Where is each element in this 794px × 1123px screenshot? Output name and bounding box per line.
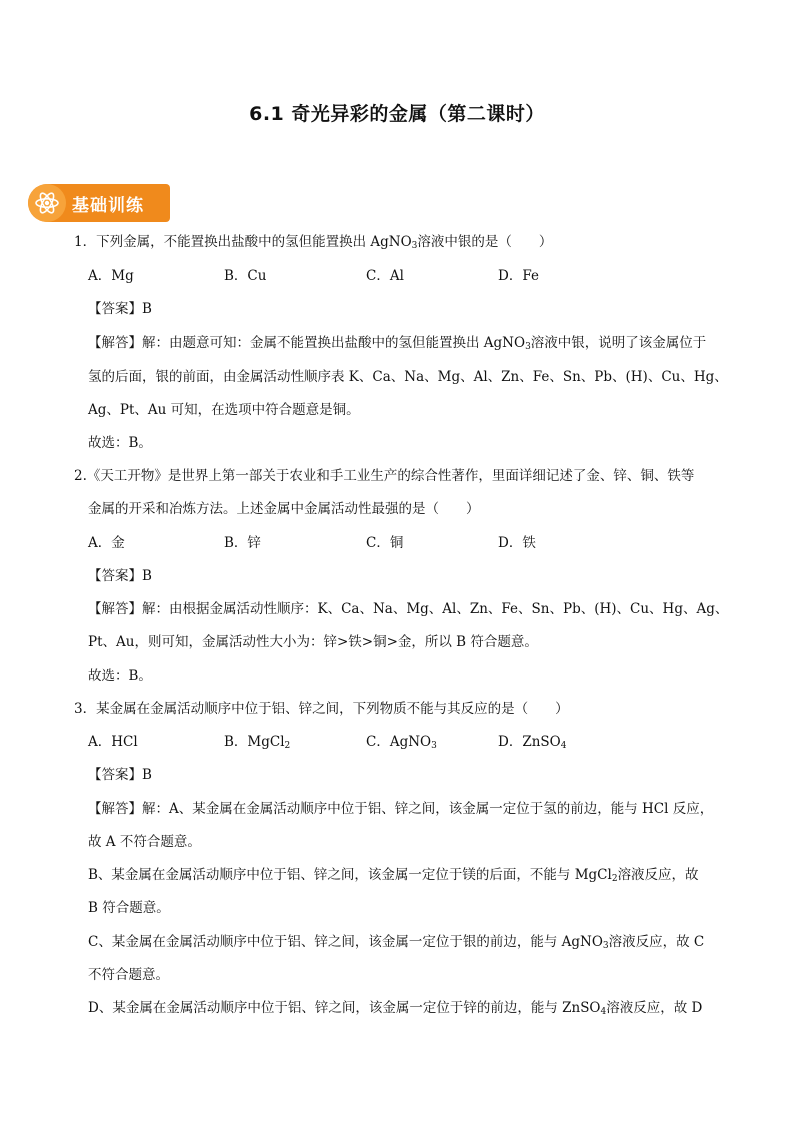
q2-choose: 故选：B。	[88, 668, 152, 684]
q3-option-b: B．MgCl$_2$	[224, 734, 291, 751]
q1-explanation-3: Ag、Pt、Au 可知，在选项中符合题意是铜。	[88, 402, 360, 418]
section-label: 基础训练	[72, 195, 144, 216]
q1-answer: 【答案】B	[88, 301, 152, 317]
q2-option-c: C．铜	[366, 535, 404, 551]
page-title: 6.1 奇光异彩的金属（第二课时）	[249, 103, 545, 125]
q3-explanation-b-2: B 符合题意。	[88, 900, 170, 916]
q3-option-c: C．AgNO$_3$	[366, 734, 437, 751]
atom-icon	[28, 184, 66, 222]
q2-option-d: D．铁	[498, 535, 536, 551]
q2-option-b: B．锌	[224, 535, 261, 551]
q1-option-b: B．Cu	[224, 268, 267, 284]
q2-stem-1: 2.《天工开物》是世界上第一部关于农业和手工业生产的综合性著作，里面详细记述了金、锌、铜、铁等	[74, 468, 695, 484]
q2-explanation-1: 【解答】解：由根据金属活动性顺序：K、Ca、Na、Mg、Al、Zn、Fe、Sn、Pb、(H)、Cu、Hg、Ag、	[88, 601, 729, 617]
q3-explanation-b-1: B、某金属在金属活动顺序中位于铝、锌之间，该金属一定位于镁的后面，不能与 MgCl$_2$溶液反应，故	[88, 867, 699, 884]
q1-option-c: C．Al	[366, 268, 404, 284]
q2-explanation-2: Pt、Au，则可知，金属活动性大小为：锌>铁>铜>金，所以 B 符合题意。	[88, 634, 538, 650]
q1-explanation-1: 【解答】解：由题意可知：金属不能置换出盐酸中的氢但能置换出 AgNO$_3$溶液中银，说明了该金属位于	[88, 335, 707, 352]
q3-explanation-a-1: 【解答】解：A、某金属在金属活动顺序中位于铝、锌之间，该金属一定位于氢的前边，能与 HCl 反应，	[88, 801, 714, 817]
q2-stem-2: 金属的开采和冶炼方法。上述金属中金属活动性最强的是（ ）	[88, 501, 480, 517]
q1-stem: 1．下列金属，不能置换出盐酸中的氢但能置换出 AgNO$_3$溶液中银的是（ ）	[74, 234, 553, 251]
q3-explanation-c-2: 不符合题意。	[88, 967, 169, 983]
q2-option-a: A．金	[88, 535, 125, 551]
q1-option-d: D．Fe	[498, 268, 539, 284]
q3-explanation-d-1: D、某金属在金属活动顺序中位于铝、锌之间，该金属一定位于锌的前边，能与 ZnSO$_4$溶液反应，故 D	[88, 1000, 703, 1017]
q3-answer: 【答案】B	[88, 767, 152, 783]
q2-answer: 【答案】B	[88, 568, 152, 584]
q3-explanation-c-1: C、某金属在金属活动顺序中位于铝、锌之间，该金属一定位于银的前边，能与 AgNO$_3$溶液反应，故 C	[88, 934, 705, 951]
q1-choose: 故选：B。	[88, 435, 152, 451]
section-badge	[28, 184, 170, 222]
q3-explanation-a-2: 故 A 不符合题意。	[88, 834, 201, 850]
q1-option-a: A．Mg	[88, 268, 134, 284]
q3-stem: 3．某金属在金属活动顺序中位于铝、锌之间，下列物质不能与其反应的是（ ）	[74, 701, 569, 717]
q3-option-d: D．ZnSO$_4$	[498, 734, 567, 751]
q3-option-a: A．HCl	[88, 734, 138, 750]
q1-explanation-2: 氢的后面，银的前面，由金属活动性顺序表 K、Ca、Na、Mg、Al、Zn、Fe、Sn、Pb、(H)、Cu、Hg、	[88, 369, 728, 385]
